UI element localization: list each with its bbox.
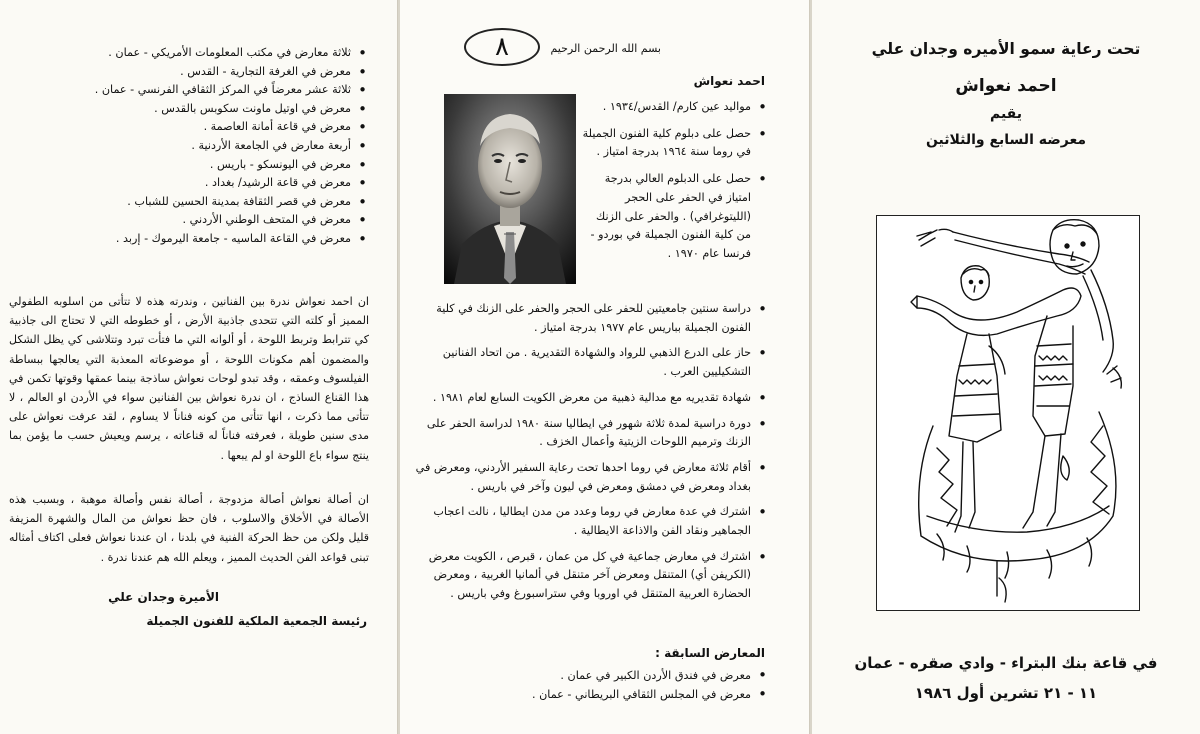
previous-exhibitions-list xyxy=(469,666,769,704)
dancing-figures-drawing-icon xyxy=(877,216,1139,610)
presents-label: يقيم xyxy=(989,106,1023,122)
cover-panel xyxy=(812,0,1200,734)
previous-exhibitions-heading: المعارض السابقة : xyxy=(655,646,765,660)
circled-page-number: ٨ xyxy=(464,28,540,66)
list-item: • ثلاثة معارض في مكتب المعلومات الأمريكي - عمان . xyxy=(19,44,369,63)
list-item: • معرض في قصر الثقافة بمدينة الحسين للشباب . xyxy=(19,193,369,212)
signature-title: رئيسة الجمعية الملكية للفنون الجميلة xyxy=(146,614,367,628)
list-item: • معرض في اليونسكو - باريس . xyxy=(19,156,369,175)
list-item: • معرض في قاعة أمانة العاصمة . xyxy=(19,118,369,137)
list-item: • دراسة سنتين جامعيتين للحفر على الحجر والحفر على الزنك في كلية الفنون الجميلة بباريس عام ١٩٧٧ بدرجة امتياز . xyxy=(407,300,769,337)
list-item: • أقام ثلاثة معارض في روما احدها تحت رعاية السفير الأردني، ومعرض في بغداد ومعرض في دمشق ومعرض في ليون وآخر في باريس . xyxy=(407,459,769,496)
biography-list xyxy=(407,300,769,611)
list-item: • معرض في القاعة الماسيه - جامعة اليرموك - إربد . xyxy=(19,230,369,249)
artist-portrait xyxy=(444,94,576,284)
list-item: • ثلاثة عشر معرضاً في المركز الثقافي الفرنسي - عمان . xyxy=(19,81,369,100)
dates-line: ١١ - ٢١ تشرين أول ١٩٨٦ xyxy=(914,684,1098,702)
list-item: • مواليد عين كارم/ القدس/١٩٣٤ . xyxy=(579,98,769,117)
list-item: • شهادة تقديريه مع مدالية ذهبية من معرض الكويت السابع لعام ١٩٨١ . xyxy=(407,389,769,408)
foreword-paragraph-2: ان أصالة نعواش أصالة مزدوجة ، أصالة نفس وأصالة موهبة ، وبسبب هذه الأصالة في الأخلاق والاسلوب ، فان حظ نعواش من المال والشهرة المزيفة قليل ولكن من حظ الحركة الفنية في بلدنا ، ان عندنا نعواش فعلى اكتاف أمثاله تبنى قواعد الفن الحديث المميز ، ويعلم الله هم عندنا ندرة . xyxy=(9,493,369,564)
artist-name-heading: احمد نعواش xyxy=(693,74,765,88)
list-item: • أربعة معارض في الجامعة الأردنية . xyxy=(19,137,369,156)
signature-name: الأميرة وجدان علي xyxy=(108,590,219,604)
foreword-paragraph-1: ان احمد نعواش ندرة بين الفنانين ، وندرته هذه لا تتأتى من اسلوبه الطفولي المميز أو كلته التي تتحدى جاذبية الأرض ، أو خطوطه التي لا تحتاج الى جاذبية كي تترابط وتربط اللوحة ، أو ألوانه التي ما فتأت تبرد وتتلاشى كي يظل الشكل والمضمون أهم مكونات اللوحة ، أو موضوعاته المعذبة التي يعالجها ببساطة الفيلسوف وعمقه ، وقد تبدو لوحات نعواش ساذجة بينما عمقها وقوتها تكمن في هذا القناع الساذج ، ان ندرة نعواش بين الفنانين سواء في الأردن او العالم ، لا تتأتى مما ذكرت ، انها تتأتى من كونه فناناً لا يساوم ، لقد عرفت نعواش على مدى سنين طويلة ، فعرفته فناناً له قناعاته ، يرسم ويعيش حسب ما يؤمن بما ينتج سواء باع اللوحة او لم يبعها . xyxy=(9,295,369,462)
list-item: • معرض في المتحف الوطني الأردني . xyxy=(19,211,369,230)
exhibition-list xyxy=(19,44,369,249)
exhibition-title: معرضه السابع والثلاثين xyxy=(925,132,1087,148)
basmala: بسم الله الرحمن الرحيم xyxy=(550,42,661,55)
venue-line: في قاعة بنك البتراء - وادي صقره - عمان xyxy=(854,654,1158,672)
middle-panel xyxy=(400,0,810,734)
portrait-photo-icon xyxy=(444,94,576,284)
left-panel xyxy=(0,0,398,734)
list-item: • اشترك في عدة معارض في روما وعدد من مدن ايطاليا ، نالت اعجاب الجماهير ونقاد الفن والاذاعة الايطالية . xyxy=(407,503,769,540)
list-item: • معرض في المجلس الثقافي البريطاني - عمان . xyxy=(469,685,769,704)
list-item: • معرض في اوتيل ماونت سكوبس بالقدس . xyxy=(19,100,369,119)
list-item: • معرض في فندق الأردن الكبير في عمان . xyxy=(469,666,769,685)
list-item: • اشترك في معارض جماعية في كل من عمان ، قبرص ، الكويت معرض (الكريفن أي) المتنقل ومعرض آخر متنقل في ألمانيا الغربية ، ومعرض الحضارة العربية المتنقل في اوروبا وفي ستراسبورغ وفي باريس . xyxy=(407,548,769,604)
list-item: • معرض في الغرفة التجارية - القدس . xyxy=(19,63,369,82)
patronage-line: تحت رعاية سمو الأميره وجدان علي xyxy=(871,40,1141,58)
biography-list-top xyxy=(579,98,769,272)
list-item: • حصل على الدبلوم العالي بدرجة امتياز في الحفر على الحجر (الليتوغرافي) . والحفر على الزنك من كلية الفنون الجميلة في بوردو - فرنسا عام ١٩٧٠ . xyxy=(579,170,769,264)
list-item: • معرض في قاعة الرشيد/ بغداد . xyxy=(19,174,369,193)
list-item: • حاز على الدرع الذهبي للرواد والشهادة التقديرية . من اتحاد الفنانين التشكيليين العرب . xyxy=(407,344,769,381)
artwork-frame xyxy=(876,215,1140,611)
list-item: • حصل على دبلوم كلية الفنون الجميلة في روما سنة ١٩٦٤ بدرجة امتياز . xyxy=(579,125,769,162)
cover-artist-name: احمد نعواش xyxy=(955,76,1057,96)
list-item: • دورة دراسية لمدة ثلاثة شهور في ايطاليا سنة ١٩٨٠ لدراسة الحفر على الزنك وترميم اللوحات الزيتية وأعمال الخزف . xyxy=(407,415,769,452)
